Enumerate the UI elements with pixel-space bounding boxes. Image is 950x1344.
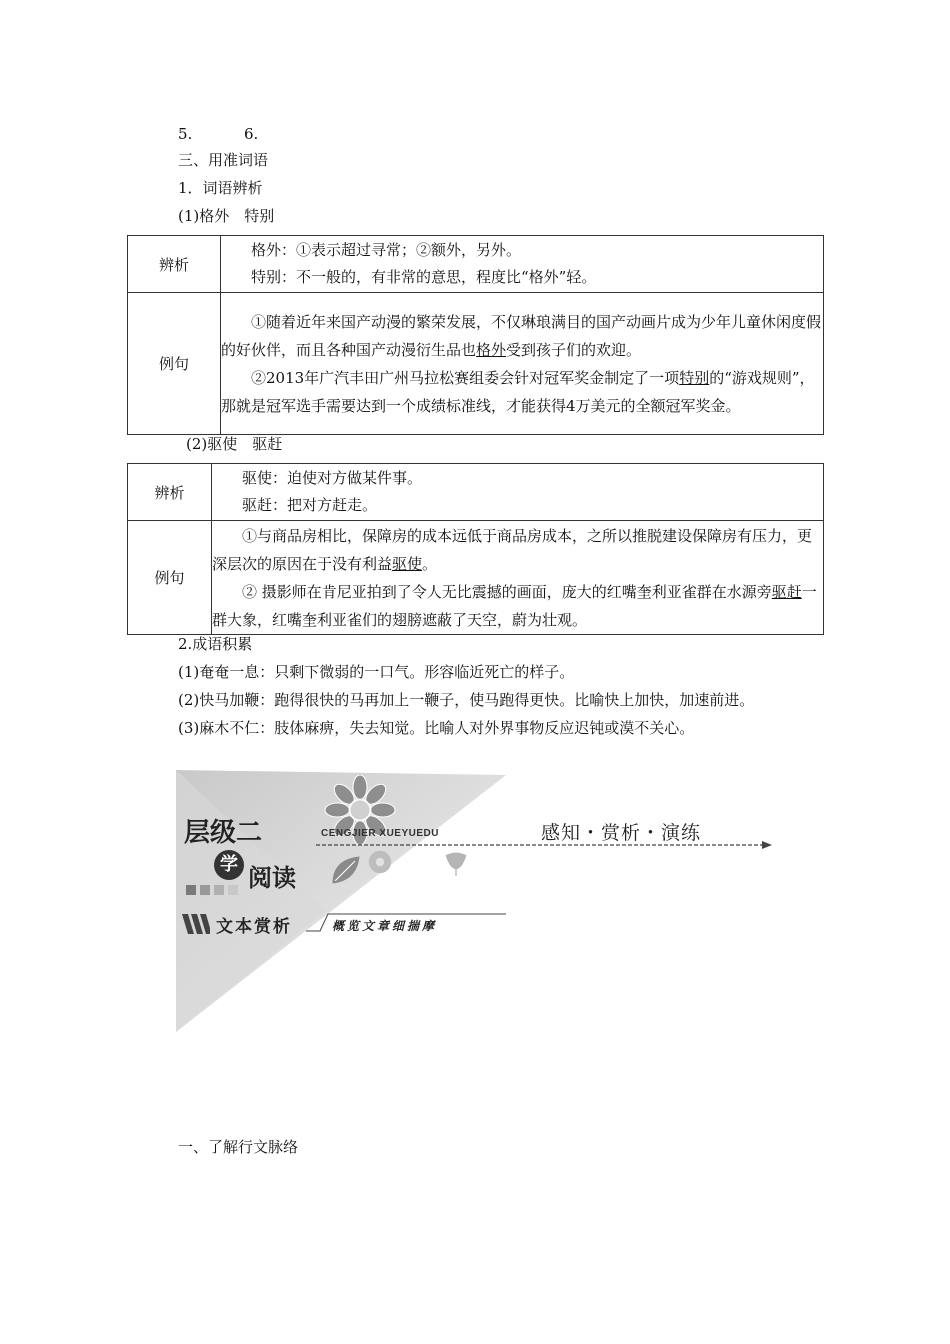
pair1-liju-cell <box>221 293 824 435</box>
banner-yuedu-title: 阅读 <box>248 864 296 892</box>
item-number-6: 6. <box>244 125 259 143</box>
item-number-5: 5. <box>178 125 193 143</box>
pair2-liju-cell <box>212 521 824 635</box>
pair1-example-1: ①随着近年来国产动漫的繁荣发展，不仅琳琅满目的国产动画片成为少年儿童休闲度假的好伙伴，而且各种国产动漫衍生品也格外受到孩子们的欢迎。 <box>221 312 822 359</box>
arrow-line <box>316 840 776 850</box>
stripes-icon <box>180 914 210 934</box>
square-mark <box>214 885 224 895</box>
square-mark <box>186 885 196 895</box>
banner-pinyin: CENGJIER XUEYUEDU <box>321 828 439 839</box>
pair2-keyword-1: 驱使 <box>392 554 423 573</box>
ginkgo-icon <box>441 850 471 876</box>
pair2-bianxi-cell <box>212 464 824 521</box>
pair1-liju-label: 例句 <box>128 293 221 435</box>
banner-section-title: 文本赏析 <box>216 917 292 937</box>
banner-slogan: 感知・赏析・演练 <box>541 822 702 844</box>
pair1-bianxi-2: 特别：不一般的，有非常的意思，程度比“格外”轻。 <box>251 267 597 286</box>
idiom-3: (3)麻木不仁：肢体麻痹，失去知觉。比喻人对外界事物反应迟钝或漠不关心。 <box>178 719 695 737</box>
pair2-bianxi-2: 驱赶：把对方赶走。 <box>242 495 378 514</box>
leaf-icon <box>328 852 364 888</box>
pair1-title: (1)格外 特别 <box>178 207 275 225</box>
pair2-example-2: ② 摄影师在肯尼亚拍到了令人无比震撼的画面，庞大的红嘴奎利亚雀群在水源旁驱赶一群大象，红嘴奎利亚雀们的翅膀遮蔽了天空，蔚为壮观。 <box>212 582 817 629</box>
level-two-banner <box>176 770 776 1032</box>
pair1-bianxi-label: 辨析 <box>128 236 221 293</box>
pair2-example-1: ①与商品房相比，保障房的成本远低于商品房成本，之所以推脱建设保障房有压力，更深层次的原因在于没有利益驱使。 <box>212 526 813 573</box>
pair1-keyword-1: 格外 <box>476 340 507 359</box>
pair2-liju-label: 例句 <box>128 521 212 635</box>
idiom-2: (2)快马加鞭：跑得很快的马再加上一鞭子，使马跑得更快。比喻快上加快，加速前进。 <box>178 691 755 709</box>
banner-motto: 概览文章细揣摩 <box>332 919 438 933</box>
pair2-bianxi-1: 驱使：迫使对方做某件事。 <box>242 468 423 487</box>
banner-level-title: 层级二 <box>184 818 263 848</box>
section3-title: 三、用准词语 <box>178 151 269 169</box>
pair1-table <box>127 235 824 435</box>
sub2-title: 2.成语积累 <box>178 635 253 653</box>
square-mark <box>200 885 210 895</box>
pair1-example-2: ②2013年广汽丰田广州马拉松赛组委会针对冠军奖金制定了一项特别的“游戏规则”，那就是冠军选手需要达到一个成绩标准线，才能获得4万美元的全额冠军奖金。 <box>221 368 815 415</box>
pair2-table <box>127 463 824 635</box>
pair1-bianxi-1: 格外：①表示超过寻常；②额外，另外。 <box>251 240 522 259</box>
square-mark <box>228 885 238 895</box>
banner-xue-badge: 学 <box>214 850 244 880</box>
idiom-1: (1)奄奄一息：只剩下微弱的一口气。形容临近死亡的样子。 <box>178 663 575 681</box>
pair2-bianxi-label: 辨析 <box>128 464 212 521</box>
pair1-keyword-2: 特别 <box>679 368 710 387</box>
sub1-title: 1．词语辨析 <box>178 179 263 197</box>
section1-title: 一、了解行文脉络 <box>178 1138 299 1156</box>
pair2-title: (2)驱使 驱赶 <box>186 435 283 453</box>
blossom-icon <box>366 848 394 876</box>
pair2-keyword-2: 驱赶 <box>771 582 802 601</box>
pair1-bianxi-cell <box>221 236 824 293</box>
